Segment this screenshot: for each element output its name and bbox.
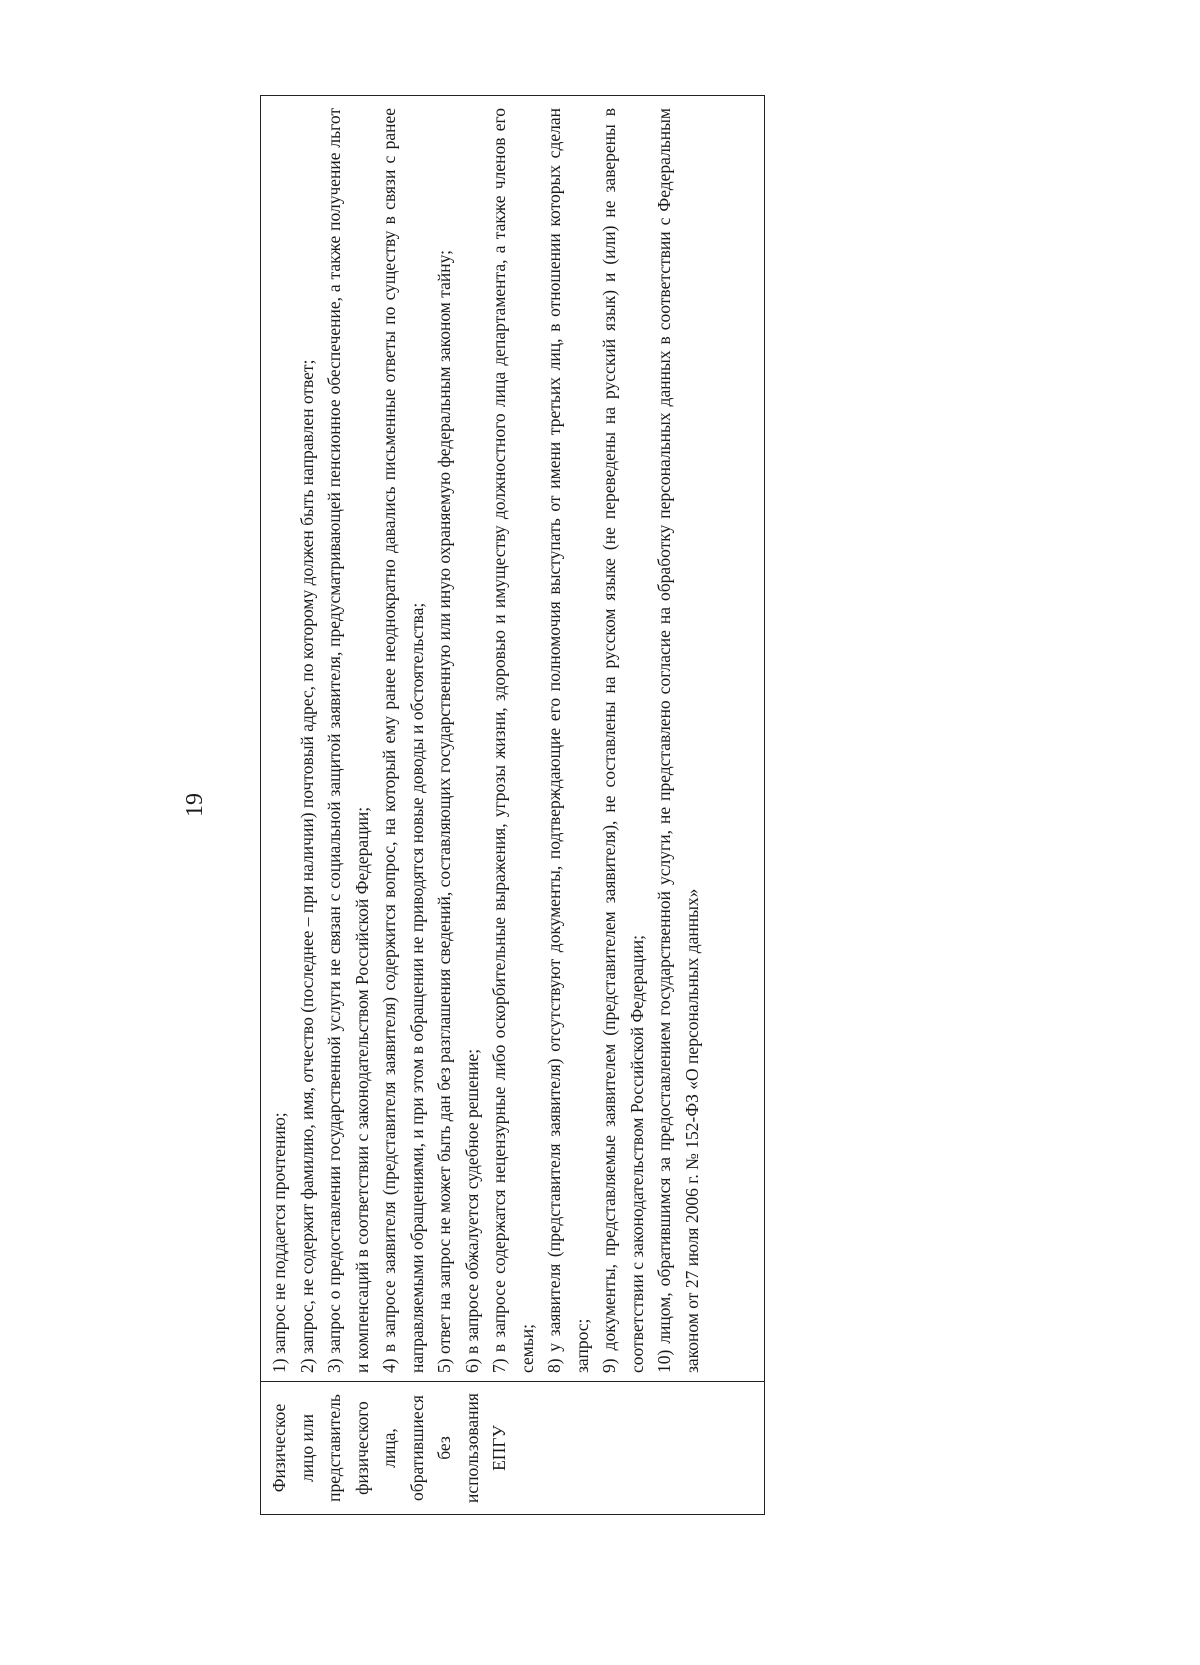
refusal-ground-item: 1) запрос не поддается прочтению; xyxy=(269,1112,289,1373)
applicant-category-line: представитель xyxy=(324,1394,344,1502)
refusal-ground-item: 6) в запросе обжалуется судебное решение; xyxy=(461,1048,482,1373)
applicant-category-line: физического лица, xyxy=(351,1401,399,1495)
refusal-ground-item: 7) в запросе содержатся нецензурные либо оскорбительные выражения, угрозы жизни, здоровью и имуществу должностного лица департамента, а также членов его семьи; xyxy=(489,108,537,1373)
applicant-category-cell xyxy=(261,1381,764,1514)
refusal-ground-item: 3) запрос о предоставлении государственной услуги не связан с социальной защитой заявителя, предусматривающей пенсионное обеспечение, а также получение льгот и компенсаций в соответствии с законодательством Российской Федерации; xyxy=(324,108,372,1373)
refusal-ground-item: 10) лицом, обратившимся за предоставлением государственной услуги, не представлено согласие на обработку персональных данных в соответствии с Федеральным законом от 27 июля 2006 г. № 152-ФЗ «О персональных данных» xyxy=(654,108,702,1373)
refusal-ground-item: 4) в запросе заявителя (представителя заявителя) содержится вопрос, на который ему ранее неоднократно давались письменные ответы по существу в связи с ранее направляемыми обращениями, и при этом в обращении не приводятся новые доводы и обстоятельства; xyxy=(379,108,427,1373)
refusal-ground-item: 2) запрос, не содержит фамилию, имя, отчество (последнее – при наличии) почтовый адрес, по которому должен быть направлен ответ; xyxy=(296,359,317,1373)
refusal-ground-item: 9) документы, представляемые заявителем (представителем заявителя), не составлены на русском языке (не переведены на русский язык) и (или) не заверены в соответствии с законодательством Российской Федерации; xyxy=(599,108,647,1373)
refusal-grounds-cell xyxy=(261,96,764,1381)
refusal-ground-item: 5) ответ на запрос не может быть дан без разглашения сведений, составляющих государственную или иную охраняемую федеральным законом тайну; xyxy=(434,250,454,1373)
grounds-table xyxy=(260,95,765,1515)
refusal-ground-item: 8) у заявителя (представителя заявителя) отсутствуют документы, подтверждающие его полномочия выступать от имени третьих лиц, в отношении которых сделан запрос; xyxy=(544,108,592,1373)
page-number: 19 xyxy=(182,793,208,817)
applicant-category-line: Физическое лицо или xyxy=(269,1403,317,1493)
applicant-category-line: использования ЕПГУ xyxy=(461,1393,509,1503)
rotated-page-content xyxy=(175,95,765,1515)
applicant-category-line: обратившиеся без xyxy=(406,1395,454,1501)
